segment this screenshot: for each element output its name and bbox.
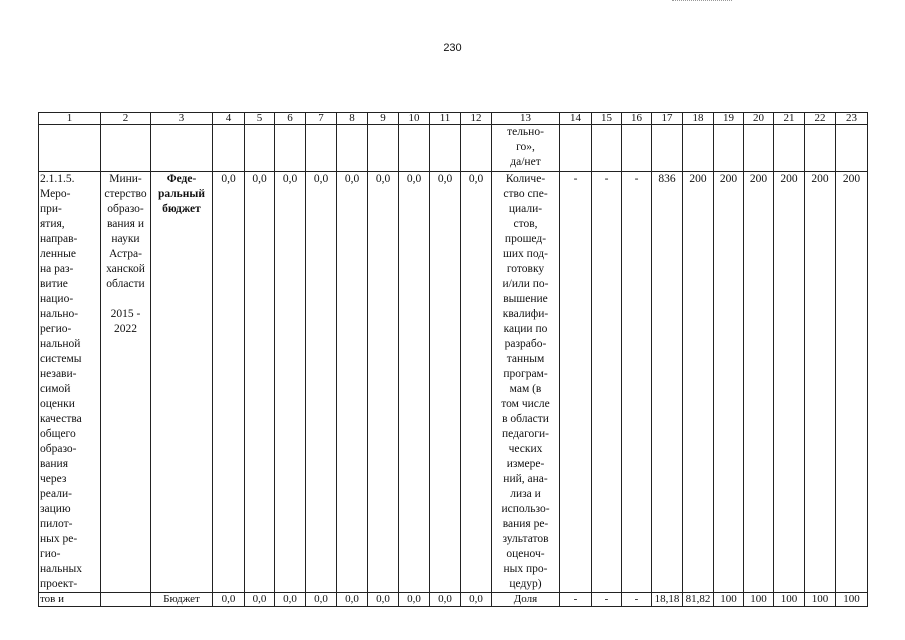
column-number: 21	[774, 113, 805, 125]
cont-cell-22	[805, 125, 836, 172]
funding-value: 0,0	[213, 593, 245, 607]
indicator-target-value: 18,18	[652, 593, 683, 607]
column-number: 3	[151, 113, 213, 125]
cont-cell-12	[461, 125, 492, 172]
cont-cell-8	[337, 125, 368, 172]
cont-cell-17	[652, 125, 683, 172]
column-number: 17	[652, 113, 683, 125]
column-number: 8	[337, 113, 368, 125]
cont-cell-6	[275, 125, 306, 172]
indicator-name: Доля	[492, 593, 560, 607]
indicator-target-value: 200	[836, 172, 868, 593]
executor-cell-continued	[101, 593, 151, 607]
column-number: 12	[461, 113, 492, 125]
funding-value: 0,0	[461, 593, 492, 607]
funding-source-federal: Феде- ральный бюджет	[151, 172, 213, 593]
cont-cell-21	[774, 125, 805, 172]
funding-value: 0,0	[275, 172, 306, 593]
cont-cell-15	[592, 125, 622, 172]
indicator-target-value: 100	[774, 593, 805, 607]
indicator-base-value: -	[592, 172, 622, 593]
column-number: 2	[101, 113, 151, 125]
column-number: 6	[275, 113, 306, 125]
cont-cell-14	[560, 125, 592, 172]
indicator-base-value: -	[622, 172, 652, 593]
funding-value: 0,0	[306, 172, 337, 593]
funding-value: 0,0	[461, 172, 492, 593]
funding-value: 0,0	[430, 172, 461, 593]
funding-value: 0,0	[337, 593, 368, 607]
indicator-target-value: 836	[652, 172, 683, 593]
column-number: 16	[622, 113, 652, 125]
cont-cell-10	[399, 125, 430, 172]
funding-value: 0,0	[245, 172, 275, 593]
funding-source-budget: Бюджет	[151, 593, 213, 607]
funding-value: 0,0	[368, 593, 399, 607]
column-number: 4	[213, 113, 245, 125]
cont-cell-7	[306, 125, 337, 172]
column-number: 22	[805, 113, 836, 125]
funding-value: 0,0	[399, 593, 430, 607]
funding-value: 0,0	[337, 172, 368, 593]
cont-cell-16	[622, 125, 652, 172]
measure-title: 2.1.1.5. Меро- при- ятия, направ- ленные на раз- витие нацио- нально- регио- нальной системы незави- симой оценки качества общего образо- вания через реали- зацию пилот- ных ре- гио- нальных проект-	[39, 172, 101, 593]
indicator-name: Количе- ство спе- циали- стов, прошед- ших под- готовку и/или по- вышение квалифи- кации по разрабо- танным програм- мам (в том числе в области педагоги- ческих измере- ний, ана- лиза и использо- вания ре- зультатов оценоч- ных про- цедур)	[492, 172, 560, 593]
cont-cell-20	[744, 125, 774, 172]
funding-value: 0,0	[306, 593, 337, 607]
column-number: 1	[39, 113, 101, 125]
executor-cell	[101, 172, 151, 593]
scan-artifact	[672, 0, 732, 5]
indicator-base-value: -	[592, 593, 622, 607]
indicator-target-value: 81,82	[683, 593, 714, 607]
continuation-row	[39, 125, 868, 172]
indicator-base-value: -	[622, 593, 652, 607]
indicator-base-value: -	[560, 593, 592, 607]
page-number: 230	[443, 42, 462, 54]
cont-cell-4	[213, 125, 245, 172]
cont-cell-3	[151, 125, 213, 172]
indicator-base-value: -	[560, 172, 592, 593]
cont-cell-18	[683, 125, 714, 172]
column-number: 7	[306, 113, 337, 125]
column-number-row	[39, 113, 868, 125]
indicator-target-value: 200	[805, 172, 836, 593]
indicator-target-value: 100	[805, 593, 836, 607]
indicator-target-value: 200	[774, 172, 805, 593]
indicator-target-value: 200	[683, 172, 714, 593]
cont-cell-19	[714, 125, 744, 172]
measure-row	[39, 172, 868, 593]
column-number: 11	[430, 113, 461, 125]
cont-cell-23	[836, 125, 868, 172]
funding-value: 0,0	[275, 593, 306, 607]
cont-cell-1	[39, 125, 101, 172]
funding-value: 0,0	[245, 593, 275, 607]
column-number: 19	[714, 113, 744, 125]
column-number: 18	[683, 113, 714, 125]
column-number: 15	[592, 113, 622, 125]
funding-value: 0,0	[213, 172, 245, 593]
indicator-target-value: 100	[836, 593, 868, 607]
executor-org: Мини- стерство образо- вания и науки Астра- ханской области	[104, 173, 147, 290]
column-number: 23	[836, 113, 868, 125]
column-number: 10	[399, 113, 430, 125]
indicator-target-value: 100	[744, 593, 774, 607]
cont-cell-11	[430, 125, 461, 172]
indicator-target-value: 100	[714, 593, 744, 607]
cont-cell-5	[245, 125, 275, 172]
funding-value: 0,0	[368, 172, 399, 593]
executor-years: 2015 - 2022	[110, 308, 141, 335]
column-number: 14	[560, 113, 592, 125]
program-table	[38, 112, 868, 607]
budget-row	[39, 593, 868, 607]
column-number: 20	[744, 113, 774, 125]
column-number: 13	[492, 113, 560, 125]
funding-value: 0,0	[430, 593, 461, 607]
column-number: 9	[368, 113, 399, 125]
indicator-continuation: тельно- го», да/нет	[492, 125, 560, 172]
column-number: 5	[245, 113, 275, 125]
indicator-target-value: 200	[714, 172, 744, 593]
indicator-target-value: 200	[744, 172, 774, 593]
cont-cell-2	[101, 125, 151, 172]
cont-cell-9	[368, 125, 399, 172]
funding-value: 0,0	[399, 172, 430, 593]
measure-title-continued: тов и	[39, 593, 101, 607]
